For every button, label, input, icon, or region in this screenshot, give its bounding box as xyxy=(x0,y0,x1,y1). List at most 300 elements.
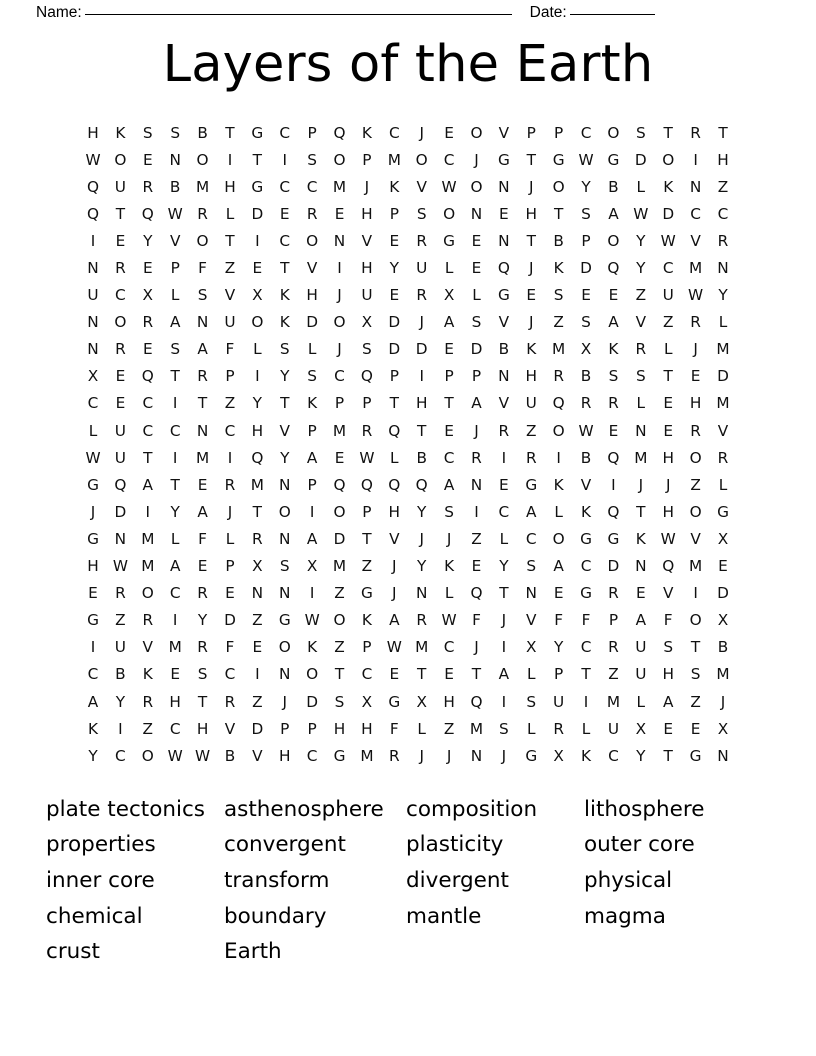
grid-cell[interactable]: I xyxy=(255,665,260,684)
grid-cell[interactable]: O xyxy=(552,421,565,440)
grid-cell[interactable]: R xyxy=(608,584,619,603)
grid-cell[interactable]: S xyxy=(526,692,537,711)
grid-cell[interactable]: W xyxy=(85,448,101,467)
grid-cell[interactable]: L xyxy=(225,529,235,548)
grid-cell[interactable]: L xyxy=(253,340,262,359)
grid-cell[interactable]: Z xyxy=(635,286,647,305)
grid-cell[interactable]: L xyxy=(718,313,728,332)
grid-cell[interactable]: L xyxy=(170,529,180,548)
grid-cell[interactable]: O xyxy=(278,638,291,657)
grid-cell[interactable]: A xyxy=(443,313,455,332)
grid-cell[interactable]: X xyxy=(252,286,263,305)
grid-cell[interactable]: Q xyxy=(360,475,373,494)
grid-cell[interactable]: Q xyxy=(333,123,346,142)
grid-cell[interactable]: N xyxy=(498,177,510,196)
grid-cell[interactable]: C xyxy=(443,150,455,169)
grid-cell[interactable]: W xyxy=(85,150,101,169)
grid-cell[interactable]: Q xyxy=(141,367,154,386)
grid-cell[interactable]: L xyxy=(88,421,98,440)
grid-cell[interactable]: T xyxy=(663,367,673,386)
grid-cell[interactable]: O xyxy=(470,123,483,142)
grid-cell[interactable]: W xyxy=(112,557,128,576)
grid-cell[interactable]: I xyxy=(282,150,287,169)
grid-cell[interactable]: U xyxy=(114,421,126,440)
grid-cell[interactable]: R xyxy=(224,692,236,711)
grid-cell[interactable]: Q xyxy=(251,448,264,467)
grid-cell[interactable]: E xyxy=(499,204,509,223)
grid-cell[interactable]: V xyxy=(635,313,647,332)
grid-cell[interactable]: N xyxy=(470,746,483,765)
grid-cell[interactable]: Y xyxy=(417,502,427,521)
grid-cell[interactable]: L xyxy=(170,286,180,305)
grid-cell[interactable]: H xyxy=(196,719,209,738)
grid-cell[interactable]: N xyxy=(635,421,647,440)
grid-cell[interactable]: C xyxy=(169,421,181,440)
grid-cell[interactable]: T xyxy=(417,665,427,684)
grid-cell[interactable]: A xyxy=(169,557,181,576)
word-list-item[interactable]: properties xyxy=(46,832,156,858)
grid-cell[interactable]: D xyxy=(634,150,647,169)
grid-cell[interactable]: D xyxy=(415,340,428,359)
grid-cell[interactable]: L xyxy=(499,529,509,548)
grid-cell[interactable]: E xyxy=(252,638,263,657)
grid-cell[interactable]: J xyxy=(501,611,507,630)
grid-cell[interactable]: S xyxy=(635,123,646,142)
grid-cell[interactable]: Q xyxy=(607,259,620,278)
grid-cell[interactable]: G xyxy=(607,529,620,548)
grid-cell[interactable]: U xyxy=(635,638,647,657)
grid-cell[interactable]: I xyxy=(172,611,178,630)
grid-cell[interactable]: S xyxy=(471,313,482,332)
grid-cell[interactable]: C xyxy=(443,638,455,657)
grid-cell[interactable]: M xyxy=(250,475,264,494)
grid-cell[interactable]: H xyxy=(662,665,674,684)
grid-cell[interactable]: C xyxy=(498,502,510,521)
grid-cell[interactable]: B xyxy=(416,448,427,467)
grid-cell[interactable]: Y xyxy=(417,557,427,576)
grid-cell[interactable]: W xyxy=(441,177,457,196)
grid-cell[interactable]: J xyxy=(392,557,397,576)
grid-cell[interactable]: T xyxy=(334,665,345,684)
grid-cell[interactable]: S xyxy=(581,313,591,332)
grid-cell[interactable]: T xyxy=(280,394,290,413)
grid-cell[interactable]: B xyxy=(580,448,592,467)
grid-cell[interactable]: X xyxy=(526,638,537,657)
grid-cell[interactable]: T xyxy=(663,746,673,765)
grid-cell[interactable]: I xyxy=(501,692,507,711)
grid-cell[interactable]: N xyxy=(279,665,291,684)
grid-cell[interactable]: Y xyxy=(636,259,646,278)
grid-cell[interactable]: M xyxy=(716,665,730,684)
grid-cell[interactable]: R xyxy=(580,394,592,413)
grid-cell[interactable]: H xyxy=(87,123,99,142)
grid-cell[interactable]: I xyxy=(118,719,123,738)
grid-cell[interactable]: C xyxy=(334,367,345,386)
grid-cell[interactable]: N xyxy=(635,557,647,576)
grid-cell[interactable]: R xyxy=(388,746,400,765)
grid-cell[interactable]: Z xyxy=(224,394,236,413)
grid-cell[interactable]: C xyxy=(115,746,126,765)
grid-cell[interactable]: F xyxy=(198,259,207,278)
grid-cell[interactable]: O xyxy=(470,177,483,196)
grid-cell[interactable]: T xyxy=(526,150,536,169)
grid-cell[interactable]: C xyxy=(361,665,373,684)
grid-cell[interactable]: E xyxy=(444,421,454,440)
grid-cell[interactable]: J xyxy=(446,529,452,548)
grid-cell[interactable]: J xyxy=(720,692,726,711)
word-list-item[interactable]: magma xyxy=(584,903,666,929)
grid-cell[interactable]: E xyxy=(690,719,701,738)
grid-cell[interactable]: P xyxy=(362,150,372,169)
grid-cell[interactable]: S xyxy=(608,367,619,386)
grid-cell[interactable]: C xyxy=(580,123,592,142)
grid-cell[interactable]: L xyxy=(526,719,536,738)
grid-cell[interactable]: Q xyxy=(607,448,620,467)
grid-cell[interactable]: E xyxy=(170,665,181,684)
grid-cell[interactable]: K xyxy=(361,123,372,142)
grid-cell[interactable]: K xyxy=(279,286,290,305)
grid-cell[interactable]: C xyxy=(224,421,236,440)
grid-cell[interactable]: W xyxy=(660,529,676,548)
grid-cell[interactable]: R xyxy=(197,638,208,657)
grid-cell[interactable]: R xyxy=(197,367,208,386)
grid-cell[interactable]: Y xyxy=(197,611,208,630)
grid-cell[interactable]: O xyxy=(251,313,264,332)
grid-cell[interactable]: I xyxy=(145,502,151,521)
grid-cell[interactable]: L xyxy=(472,286,481,305)
grid-cell[interactable]: A xyxy=(306,448,318,467)
grid-cell[interactable]: I xyxy=(556,448,561,467)
grid-cell[interactable]: T xyxy=(690,638,701,657)
grid-cell[interactable]: V xyxy=(498,313,510,332)
grid-cell[interactable]: X xyxy=(635,719,647,738)
grid-cell[interactable]: Z xyxy=(334,584,345,603)
grid-cell[interactable]: T xyxy=(526,231,536,250)
grid-cell[interactable]: Z xyxy=(252,611,263,630)
word-list-item[interactable]: outer core xyxy=(584,832,695,858)
grid-cell[interactable]: P xyxy=(307,719,317,738)
grid-cell[interactable]: E xyxy=(499,475,509,494)
grid-cell[interactable]: P xyxy=(170,259,180,278)
grid-cell[interactable]: R xyxy=(115,340,126,359)
grid-cell[interactable]: J xyxy=(446,746,452,765)
grid-cell[interactable]: R xyxy=(717,448,729,467)
grid-cell[interactable]: L xyxy=(554,502,563,521)
grid-cell[interactable]: R xyxy=(498,421,510,440)
grid-cell[interactable]: O xyxy=(278,502,291,521)
grid-cell[interactable]: F xyxy=(225,340,235,359)
grid-cell[interactable]: S xyxy=(197,286,208,305)
grid-cell[interactable]: H xyxy=(415,394,428,413)
grid-cell[interactable]: G xyxy=(360,584,373,603)
grid-cell[interactable]: S xyxy=(279,340,290,359)
grid-cell[interactable]: N xyxy=(498,231,510,250)
grid-cell[interactable]: Y xyxy=(143,231,153,250)
grid-cell[interactable]: K xyxy=(361,611,372,630)
grid-cell[interactable]: E xyxy=(88,584,98,603)
grid-cell[interactable]: X xyxy=(443,286,455,305)
grid-cell[interactable]: H xyxy=(361,719,373,738)
grid-cell[interactable]: O xyxy=(114,313,127,332)
grid-cell[interactable]: C xyxy=(388,123,400,142)
grid-cell[interactable]: P xyxy=(554,123,564,142)
grid-cell[interactable]: J xyxy=(665,475,671,494)
grid-cell[interactable]: O xyxy=(689,448,702,467)
grid-cell[interactable]: T xyxy=(444,394,454,413)
grid-cell[interactable]: G xyxy=(333,746,346,765)
grid-cell[interactable]: H xyxy=(306,286,318,305)
grid-cell[interactable]: U xyxy=(607,719,620,738)
grid-cell[interactable]: Q xyxy=(333,475,346,494)
grid-cell[interactable]: H xyxy=(662,502,674,521)
grid-cell[interactable]: D xyxy=(306,313,319,332)
grid-cell[interactable]: F xyxy=(663,611,673,630)
grid-cell[interactable]: H xyxy=(169,692,181,711)
grid-cell[interactable]: S xyxy=(444,502,454,521)
grid-cell[interactable]: V xyxy=(389,529,400,548)
grid-cell[interactable]: K xyxy=(389,177,400,196)
grid-cell[interactable]: H xyxy=(525,204,538,223)
grid-cell[interactable]: N xyxy=(470,475,483,494)
grid-cell[interactable]: D xyxy=(251,204,264,223)
grid-cell[interactable]: N xyxy=(279,475,291,494)
grid-cell[interactable]: Y xyxy=(280,367,290,386)
grid-cell[interactable]: T xyxy=(636,502,646,521)
grid-cell[interactable]: N xyxy=(196,313,209,332)
grid-cell[interactable]: H xyxy=(443,692,455,711)
grid-cell[interactable]: M xyxy=(360,746,374,765)
grid-cell[interactable]: U xyxy=(114,177,126,196)
grid-cell[interactable]: T xyxy=(362,529,372,548)
grid-cell[interactable]: O xyxy=(689,611,702,630)
grid-cell[interactable]: W xyxy=(167,204,183,223)
grid-cell[interactable]: V xyxy=(580,475,592,494)
grid-cell[interactable]: N xyxy=(279,584,291,603)
grid-cell[interactable]: N xyxy=(689,177,702,196)
grid-cell[interactable]: Z xyxy=(361,557,373,576)
grid-cell[interactable]: Z xyxy=(690,475,701,494)
grid-cell[interactable]: W xyxy=(359,448,375,467)
grid-cell[interactable]: V xyxy=(717,421,729,440)
grid-cell[interactable]: E xyxy=(690,367,701,386)
grid-cell[interactable]: R xyxy=(361,421,373,440)
grid-cell[interactable]: V xyxy=(169,231,181,250)
grid-cell[interactable]: S xyxy=(279,557,290,576)
grid-cell[interactable]: J xyxy=(474,150,479,169)
grid-cell[interactable]: R xyxy=(690,421,701,440)
grid-cell[interactable]: L xyxy=(581,719,591,738)
grid-cell[interactable]: W xyxy=(195,746,211,765)
grid-cell[interactable]: T xyxy=(225,123,235,142)
grid-cell[interactable]: K xyxy=(279,313,290,332)
grid-cell[interactable]: G xyxy=(278,611,291,630)
grid-cell[interactable]: O xyxy=(333,502,346,521)
grid-cell[interactable]: M xyxy=(332,177,347,196)
grid-cell[interactable]: J xyxy=(337,340,342,359)
grid-cell[interactable]: V xyxy=(306,259,318,278)
grid-cell[interactable]: I xyxy=(693,150,698,169)
word-list-item[interactable]: Earth xyxy=(224,939,282,965)
grid-cell[interactable]: C xyxy=(169,584,181,603)
grid-cell[interactable]: J xyxy=(474,638,479,657)
grid-cell[interactable]: U xyxy=(87,286,99,305)
grid-cell[interactable]: Q xyxy=(86,204,100,223)
grid-cell[interactable]: T xyxy=(280,259,290,278)
grid-cell[interactable]: N xyxy=(251,584,264,603)
date-write-line[interactable] xyxy=(570,14,655,15)
grid-cell[interactable]: Z xyxy=(526,421,537,440)
grid-cell[interactable]: D xyxy=(251,719,264,738)
grid-cell[interactable]: C xyxy=(279,123,291,142)
grid-cell[interactable]: R xyxy=(635,340,647,359)
grid-cell[interactable]: D xyxy=(388,340,401,359)
grid-cell[interactable]: Z xyxy=(662,313,674,332)
grid-cell[interactable]: M xyxy=(168,638,182,657)
grid-cell[interactable]: G xyxy=(525,475,538,494)
grid-cell[interactable]: O xyxy=(114,150,127,169)
grid-cell[interactable]: J xyxy=(501,746,507,765)
grid-cell[interactable]: H xyxy=(388,502,401,521)
grid-cell[interactable]: R xyxy=(416,231,428,250)
grid-cell[interactable]: M xyxy=(332,421,347,440)
grid-cell[interactable]: O xyxy=(141,746,154,765)
grid-cell[interactable]: F xyxy=(554,611,564,630)
grid-cell[interactable]: G xyxy=(580,529,592,548)
grid-cell[interactable]: G xyxy=(251,123,264,142)
grid-cell[interactable]: I xyxy=(227,448,233,467)
grid-cell[interactable]: N xyxy=(525,584,537,603)
grid-cell[interactable]: T xyxy=(252,502,263,521)
grid-cell[interactable]: I xyxy=(501,638,507,657)
grid-cell[interactable]: E xyxy=(608,286,619,305)
grid-cell[interactable]: M xyxy=(469,719,484,738)
grid-cell[interactable]: L xyxy=(417,719,426,738)
grid-cell[interactable]: C xyxy=(306,177,318,196)
grid-cell[interactable]: Q xyxy=(388,421,401,440)
grid-cell[interactable]: M xyxy=(606,692,621,711)
grid-cell[interactable]: C xyxy=(169,719,181,738)
grid-cell[interactable]: A xyxy=(471,394,482,413)
grid-cell[interactable]: U xyxy=(416,259,428,278)
grid-cell[interactable]: E xyxy=(663,719,674,738)
grid-cell[interactable]: C xyxy=(279,177,291,196)
grid-cell[interactable]: J xyxy=(693,340,698,359)
grid-cell[interactable]: L xyxy=(636,394,646,413)
grid-cell[interactable]: Y xyxy=(636,746,646,765)
grid-cell[interactable]: G xyxy=(87,529,99,548)
grid-cell[interactable]: M xyxy=(716,340,730,359)
grid-cell[interactable]: I xyxy=(474,502,479,521)
grid-cell[interactable]: Y xyxy=(581,177,591,196)
grid-cell[interactable]: F xyxy=(225,638,235,657)
grid-cell[interactable]: L xyxy=(636,177,646,196)
grid-cell[interactable]: L xyxy=(526,665,536,684)
grid-cell[interactable]: C xyxy=(142,394,154,413)
grid-cell[interactable]: O xyxy=(607,123,620,142)
grid-cell[interactable]: Y xyxy=(88,746,98,765)
grid-cell[interactable]: G xyxy=(580,584,592,603)
grid-cell[interactable]: D xyxy=(717,367,729,386)
grid-cell[interactable]: D xyxy=(717,584,729,603)
grid-cell[interactable]: T xyxy=(197,394,208,413)
grid-cell[interactable]: L xyxy=(390,448,399,467)
grid-cell[interactable]: Q xyxy=(86,177,100,196)
grid-cell[interactable]: Q xyxy=(552,394,565,413)
grid-cell[interactable]: L xyxy=(444,259,454,278)
grid-cell[interactable]: V xyxy=(498,123,510,142)
grid-cell[interactable]: O xyxy=(333,611,346,630)
grid-cell[interactable]: Q xyxy=(360,367,373,386)
grid-cell[interactable]: M xyxy=(552,340,566,359)
grid-cell[interactable]: X xyxy=(252,557,263,576)
grid-cell[interactable]: H xyxy=(689,394,702,413)
grid-cell[interactable]: R xyxy=(197,584,208,603)
grid-cell[interactable]: Z xyxy=(608,665,619,684)
grid-cell[interactable]: I xyxy=(255,231,260,250)
grid-cell[interactable]: Z xyxy=(690,692,701,711)
grid-cell[interactable]: D xyxy=(114,502,127,521)
grid-cell[interactable]: O xyxy=(306,231,319,250)
grid-cell[interactable]: V xyxy=(279,421,290,440)
grid-cell[interactable]: P xyxy=(389,367,399,386)
grid-cell[interactable]: A xyxy=(608,204,619,223)
grid-cell[interactable]: E xyxy=(115,367,126,386)
grid-cell[interactable]: P xyxy=(307,123,317,142)
grid-cell[interactable]: W xyxy=(441,611,457,630)
grid-cell[interactable]: I xyxy=(227,150,233,169)
word-list-item[interactable]: inner core xyxy=(46,867,155,893)
grid-cell[interactable]: E xyxy=(444,665,454,684)
grid-cell[interactable]: I xyxy=(90,638,96,657)
grid-cell[interactable]: R xyxy=(142,611,154,630)
grid-cell[interactable]: G xyxy=(87,475,99,494)
grid-cell[interactable]: C xyxy=(224,665,236,684)
grid-cell[interactable]: X xyxy=(717,529,729,548)
grid-cell[interactable]: R xyxy=(553,367,564,386)
grid-cell[interactable]: E xyxy=(389,286,400,305)
word-list-item[interactable]: plate tectonics xyxy=(46,796,205,822)
grid-cell[interactable]: M xyxy=(634,448,648,467)
grid-cell[interactable]: I xyxy=(583,692,589,711)
grid-cell[interactable]: Y xyxy=(115,692,126,711)
grid-cell[interactable]: E xyxy=(389,231,400,250)
grid-cell[interactable]: P xyxy=(334,394,345,413)
grid-cell[interactable]: A xyxy=(197,502,208,521)
grid-cell[interactable]: W xyxy=(578,421,594,440)
grid-cell[interactable]: N xyxy=(114,529,127,548)
grid-cell[interactable]: N xyxy=(717,746,729,765)
grid-cell[interactable]: J xyxy=(282,692,287,711)
grid-cell[interactable]: Y xyxy=(389,259,399,278)
grid-cell[interactable]: P xyxy=(307,421,317,440)
grid-cell[interactable]: C xyxy=(443,448,455,467)
grid-cell[interactable]: K xyxy=(608,340,619,359)
grid-cell[interactable]: K xyxy=(87,719,99,738)
grid-cell[interactable]: L xyxy=(636,692,646,711)
grid-cell[interactable]: L xyxy=(663,340,673,359)
grid-cell[interactable]: W xyxy=(304,611,320,630)
grid-cell[interactable]: E xyxy=(142,150,153,169)
grid-cell[interactable]: C xyxy=(580,557,592,576)
grid-cell[interactable]: E xyxy=(663,394,674,413)
grid-cell[interactable]: G xyxy=(689,746,702,765)
grid-cell[interactable]: R xyxy=(608,638,619,657)
grid-cell[interactable]: J xyxy=(419,746,424,765)
grid-cell[interactable]: B xyxy=(717,638,729,657)
grid-cell[interactable]: I xyxy=(90,231,96,250)
grid-cell[interactable]: E xyxy=(115,394,126,413)
grid-cell[interactable]: M xyxy=(716,394,730,413)
